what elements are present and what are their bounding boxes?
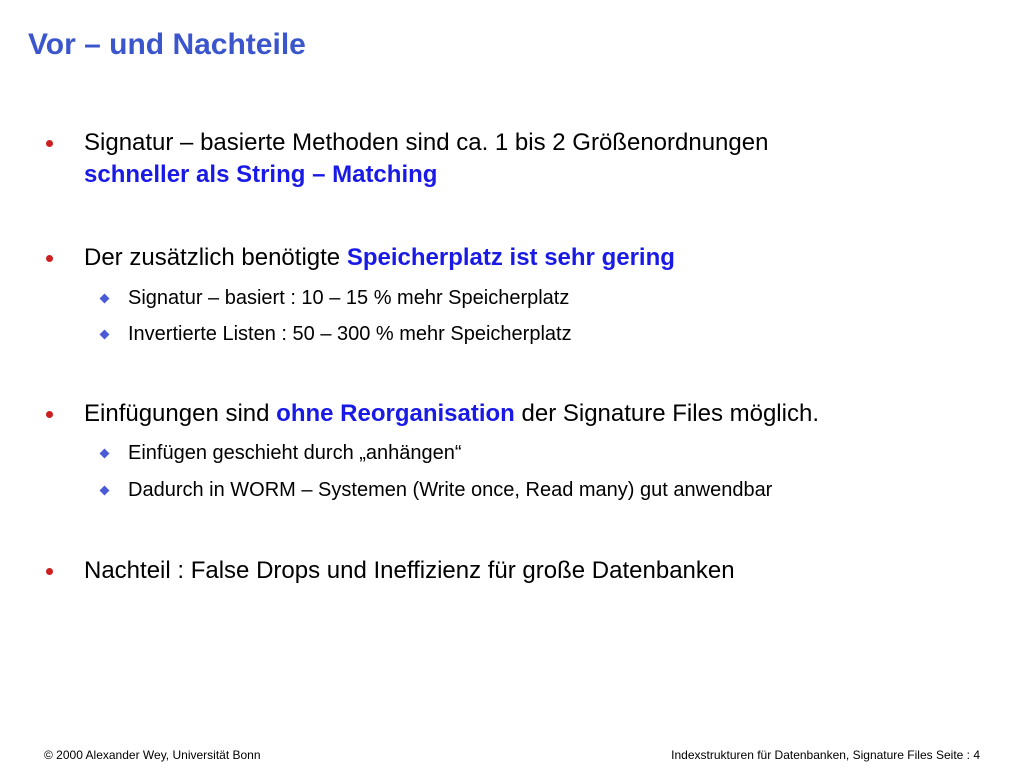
bullet-2-highlight: Speicherplatz ist sehr gering — [346, 244, 675, 271]
slide-title: Vor – und Nachteile — [28, 28, 306, 61]
bullet-2-text: Der zusätzlich benötigte — [84, 244, 347, 271]
footer-copyright: © 2000 Alexander Wey, Universität Bonn — [44, 748, 261, 762]
bullet-3-text-after: der Signature Files möglich. — [514, 400, 819, 427]
footer-page-info: Indexstrukturen für Datenbanken, Signature Files Seite : 4 — [671, 748, 980, 762]
sub-bullet-2-1 — [128, 285, 569, 311]
bullet-1-highlight: schneller als String – Matching — [84, 161, 438, 188]
bullet-item-4 — [84, 555, 735, 587]
bullet-item-1 — [84, 127, 768, 191]
bullet-3-highlight: ohne Reorganisation — [276, 400, 515, 427]
bullet-dot-icon — [46, 140, 53, 147]
bullet-item-3 — [84, 398, 819, 430]
bullet-dot-icon — [46, 255, 53, 262]
bullet-item-2 — [84, 242, 675, 274]
sub-bullet-3-2 — [128, 477, 772, 503]
bullet-1-text: Signatur – basierte Methoden sind ca. 1 bis 2 Größenordnungen — [84, 129, 769, 156]
bullet-dot-icon — [46, 411, 53, 418]
bullet-3-text-before: Einfügungen sind — [84, 400, 277, 427]
sub-bullet-3-1 — [128, 440, 462, 466]
sub-bullet-text: Signatur – basiert : 10 – 15 % mehr Speicherplatz — [128, 287, 570, 309]
sub-bullet-text: Invertierte Listen : 50 – 300 % mehr Speicherplatz — [128, 323, 572, 345]
diamond-bullet-icon — [100, 294, 110, 304]
diamond-bullet-icon — [100, 449, 110, 459]
diamond-bullet-icon — [100, 486, 110, 496]
diamond-bullet-icon — [100, 330, 110, 340]
bullet-4-text: Nachteil : False Drops und Ineffizienz für große Datenbanken — [84, 557, 735, 584]
sub-bullet-2-2 — [128, 321, 572, 347]
sub-bullet-text: Einfügen geschieht durch „anhängen“ — [128, 442, 462, 464]
bullet-dot-icon — [46, 568, 53, 575]
sub-bullet-text: Dadurch in WORM – Systemen (Write once, Read many) gut anwendbar — [128, 479, 773, 501]
